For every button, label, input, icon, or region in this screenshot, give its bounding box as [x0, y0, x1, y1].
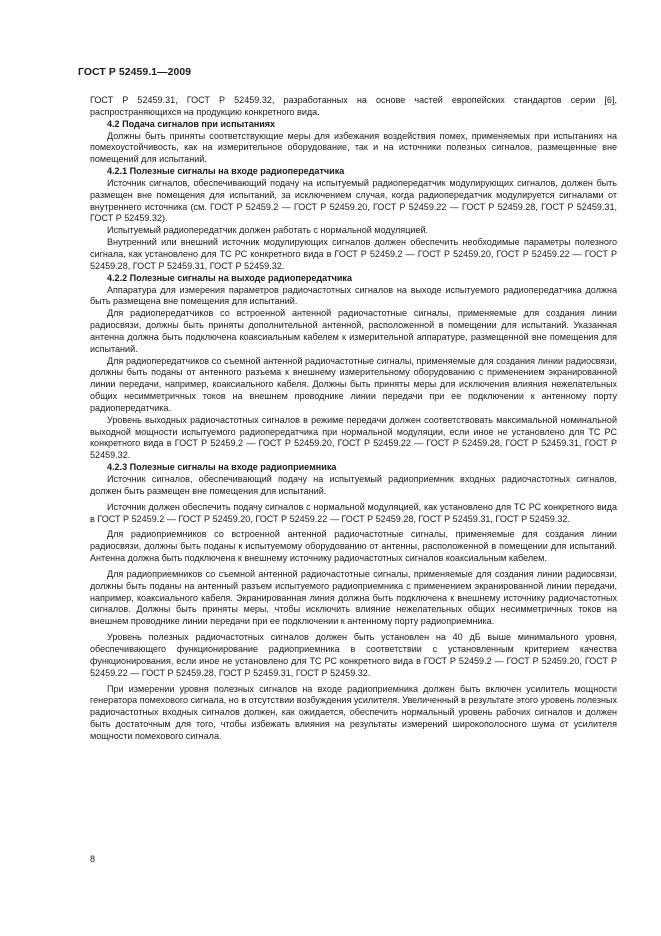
paragraph: Уровень полезных радиочастотных сигналов должен быть установлен на 40 дБ выше минимального уровня, обеспечивающего функционирование радиоприемника в соответствии с установленным критерием качества функционирования, если иное не установлено для ТС РС конкретного вида в ГОСТ Р 52459.2 — ГОСТ Р 52459.20, ГОСТ Р 52459.22 — ГОСТ Р 52459.28, ГОСТ Р 52459.31, ГОСТ Р 52459.32.	[90, 632, 617, 678]
section-heading-4-2-2: 4.2.2 Полезные сигналы на выходе радиопередатчика	[107, 272, 352, 283]
page-number: 8	[90, 854, 96, 864]
paragraph: Для радиопередатчиков со съемной антенной радиочастотные сигналы, применяемые для создания линии радиосвязи, должны быть поданы от антенного разъема к внешнему измерительному оборудованию с применением экранированной линии передачи, например, коаксиального кабеля. Должны быть приняты меры для исключения влияния нежелательных общих несимметричных токов на внешнем проводнике линии передачи при ее подключении к антенному порту радиопередатчика.	[90, 355, 617, 413]
paragraph: Должны быть приняты соответствующие меры для избежания воздействия помех, применяемых при испытаниях на помехоустойчивость, как на измерительное оборудование, так и на источники полезных сигналов, размещенные вне помещений для испытаний.	[90, 130, 617, 165]
paragraph: Аппаратура для измерения параметров радиочастотных сигналов на выходе испытуемого радиопередатчика должна быть размещена вне помещения для испытаний.	[90, 284, 617, 307]
section-heading-4-2-3: 4.2.3 Полезные сигналы на входе радиоприемника	[107, 462, 337, 473]
paragraph: Источник сигналов, обеспечивающий подачу на испытуемый радиопередатчик модулирующих сигналов, должен быть размещен вне помещения для испытаний, за исключением случая, когда радиопередатчик модулируется сигналами от внутреннего источника (см. ГОСТ Р 52459.2 — ГОСТ Р 52459.20, ГОСТ Р 52459.22 — ГОСТ Р 52459.28, ГОСТ Р 52459.31, ГОСТ Р 52459.32).	[90, 177, 617, 224]
paragraph: Испытуемый радиопередатчик должен работать с нормальной модуляцией.	[107, 225, 429, 236]
document-body	[90, 95, 617, 743]
paragraph: Для радиоприемников со встроенной антенной радиочастотные сигналы, применяемые для создания линии радиосвязи, должны быть поданы к испытуемому оборудованию от антенны, расположенной в помещении для испытаний. Антенна должна быть подключена к внешнему источнику радиочастотных сигналов коаксиальным кабелем.	[90, 529, 617, 564]
paragraph: Уровень выходных радиочастотных сигналов в режиме передачи должен соответствовать максимальной номинальной выходной мощности испытуемого радиопередатчика при нормальной модуляции, если иное не установлено для ТС РС конкретного вида в ГОСТ Р 52459.2 — ГОСТ Р 52459.20, ГОСТ Р 52459.22 — ГОСТ Р 52459.28, ГОСТ Р 52459.31, ГОСТ Р 52459.32.	[90, 414, 617, 461]
page-header: ГОСТ Р 52459.1—2009	[78, 67, 192, 78]
section-heading-4-2: 4.2 Подача сигналов при испытаниях	[107, 118, 276, 129]
paragraph: ГОСТ Р 52459.31, ГОСТ Р 52459.32, разработанных на основе частей европейских стандартов серии [6], распространяющихся на продукцию конкретного вида.	[90, 95, 617, 117]
paragraph: Источник сигналов, обеспечивающий подачу на испытуемый радиоприемник входных радиочастотных сигналов, должен быть размещен вне помещения для испытаний.	[90, 474, 617, 496]
section-heading-4-2-1: 4.2.1 Полезные сигналы на входе радиопередатчика	[107, 166, 345, 177]
paragraph: Для радиоприемников со съемной антенной радиочастотные сигналы, применяемые для создания линии радиосвязи, должны быть поданы на антенный разъем испытуемого радиоприемника с применением экранированной линии передачи, например, коаксиального кабеля. Экранированная линия должна быть подключена к внешнему источнику радиочастотных сигналов. Должны быть приняты меры, чтобы исключить влияние нежелательных общих несимметричных токов на внешнем проводнике линии передачи при ее подключении к антенному порту радиоприемника.	[90, 568, 617, 627]
paragraph: Источник должен обеспечить подачу сигналов с нормальной модуляцией, как установлено для ТС РС конкретного вида в ГОСТ Р 52459.2 — ГОСТ Р 52459.20, ГОСТ Р 52459.22 — ГОСТ Р 52459.28, ГОСТ Р 52459.31, ГОСТ Р 52459.32.	[90, 501, 617, 524]
paragraph: Внутренний или внешний источник модулирующих сигналов должен обеспечить необходимые параметры полезного сигнала, как установлено для ТС РС конкретного вида в ГОСТ Р 52459.2 — ГОСТ Р 52459.20, ГОСТ Р 52459.22 — ГОСТ Р 52459.28, ГОСТ Р 52459.31, ГОСТ Р 52459.32.	[90, 237, 617, 271]
paragraph: При измерении уровня полезных сигналов на входе радиоприемника должен быть включен усилитель мощности генератора помехового сигнала, но в отсутствии возбуждения усилителя. Увеличенный в результате этого уровень полезных радиочастотных входных сигналов должен, как ожидается, обеспечить нормальный уровень рабочих сигналов и должен быть достаточным для того, чтобы избежать влияния на результаты измерений широкополосного шума от усилителя мощности помехового сигнала.	[90, 683, 617, 741]
paragraph: Для радиопередатчиков со встроенной антенной радиочастотные сигналы, применяемые для создания линии радиосвязи, должны быть приняты дополнительной антенной, расположенной в помещении для испытаний. Указанная антенна должна быть подключена коаксиальным кабелем к измерительной аппаратуре, размещенной вне помещения для испытаний.	[90, 308, 617, 354]
